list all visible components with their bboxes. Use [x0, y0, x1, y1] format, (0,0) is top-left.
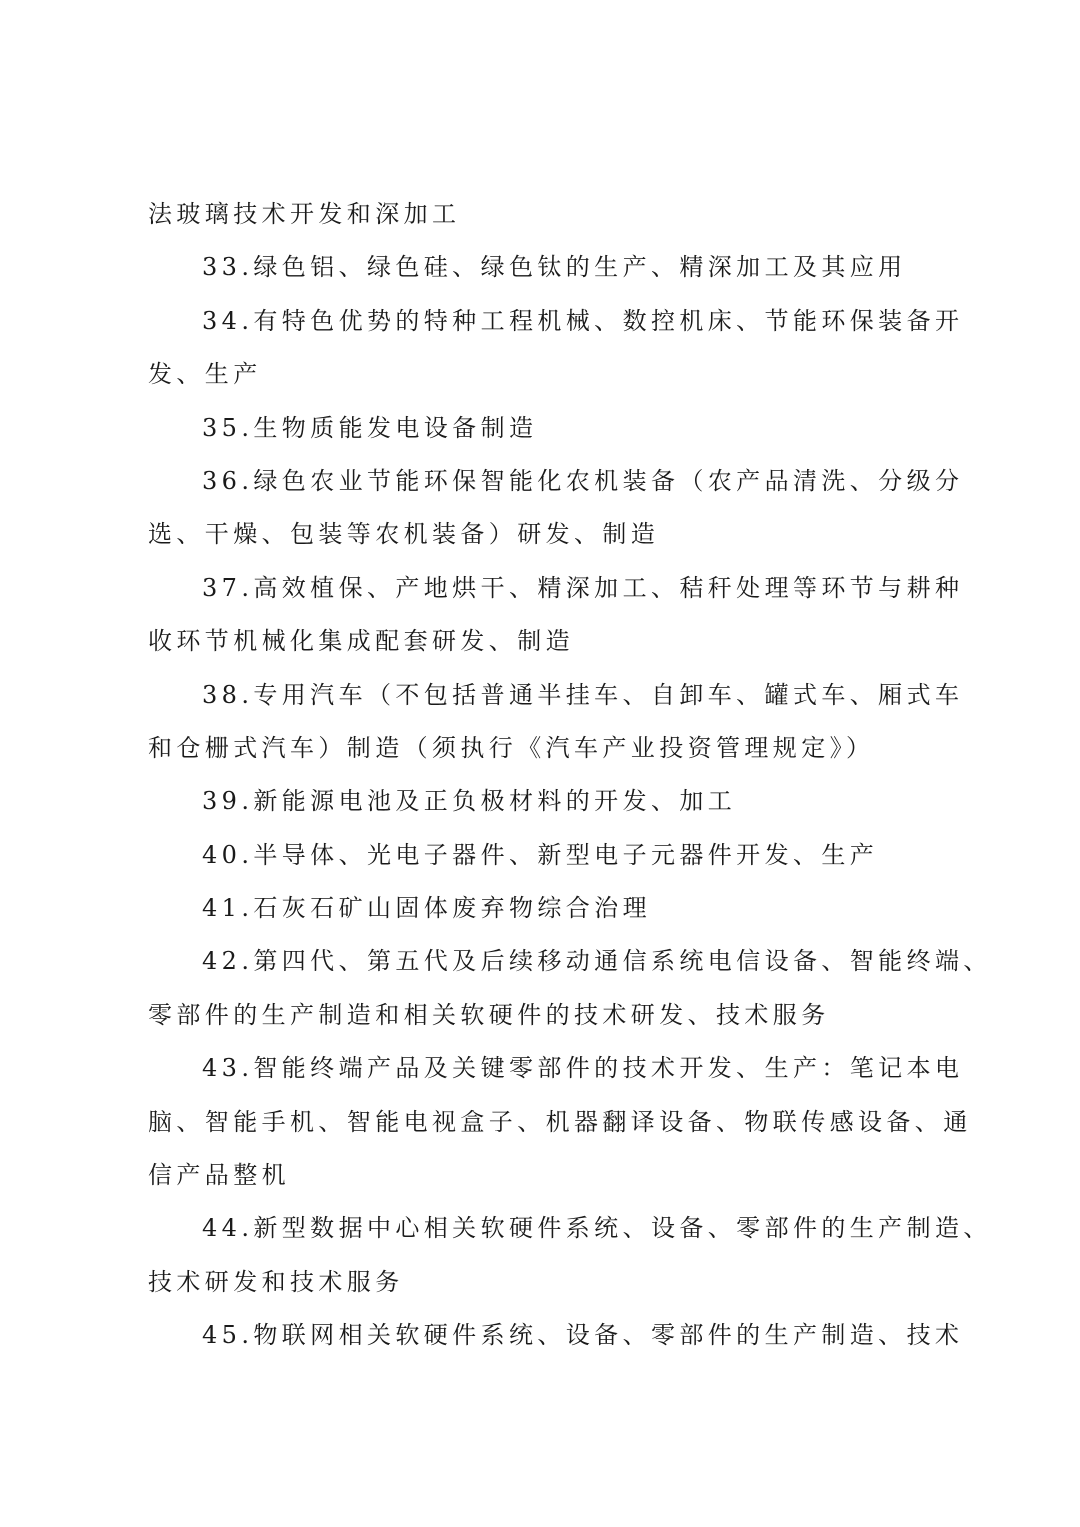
list-item-line: 41.石灰石矿山固体废弃物综合治理	[202, 894, 651, 923]
continuation-line: 和仓栅式汽车）制造（须执行《汽车产业投资管理规定》）	[148, 733, 875, 762]
list-item-line: 38.专用汽车（不包括普通半挂车、自卸车、罐式车、厢式车	[202, 680, 964, 709]
continuation-line: 法玻璃技术开发和深加工	[148, 200, 461, 228]
continuation-line: 收环节机械化集成配套研发、制造	[148, 627, 574, 656]
document-body	[148, 188, 992, 1363]
continuation-line: 发、生产	[148, 360, 262, 389]
continuation-line: 脑、智能手机、智能电视盒子、机器翻译设备、物联传感设备、通	[148, 1107, 972, 1136]
list-item-line: 36.绿色农业节能环保智能化农机装备（农产品清洗、分级分	[202, 466, 964, 495]
continuation-line: 技术研发和技术服务	[148, 1267, 404, 1296]
list-item-line: 44.新型数据中心相关软硬件系统、设备、零部件的生产制造、	[202, 1214, 992, 1243]
list-item-line: 33.绿色铝、绿色硅、绿色钛的生产、精深加工及其应用	[202, 253, 907, 282]
list-item-line: 35.生物质能发电设备制造	[202, 413, 538, 442]
continuation-line: 信产品整机	[148, 1161, 290, 1190]
continuation-line: 零部件的生产制造和相关软硬件的技术研发、技术服务	[148, 1000, 830, 1029]
list-item-line: 43.智能终端产品及关键零部件的技术开发、生产：笔记本电	[202, 1054, 964, 1083]
list-item-line: 42.第四代、第五代及后续移动通信系统电信设备、智能终端、	[202, 947, 992, 976]
list-item-line: 34.有特色优势的特种工程机械、数控机床、节能环保装备开	[202, 306, 964, 335]
list-item-line: 40.半导体、光电子器件、新型电子元器件开发、生产	[202, 840, 879, 869]
list-item-line: 37.高效植保、产地烘干、精深加工、秸秆处理等环节与耕种	[202, 573, 964, 602]
list-item-line: 45.物联网相关软硬件系统、设备、零部件的生产制造、技术	[202, 1321, 964, 1350]
list-item-line: 39.新能源电池及正负极材料的开发、加工	[202, 787, 737, 816]
continuation-line: 选、干燥、包装等农机装备）研发、制造	[148, 520, 660, 549]
